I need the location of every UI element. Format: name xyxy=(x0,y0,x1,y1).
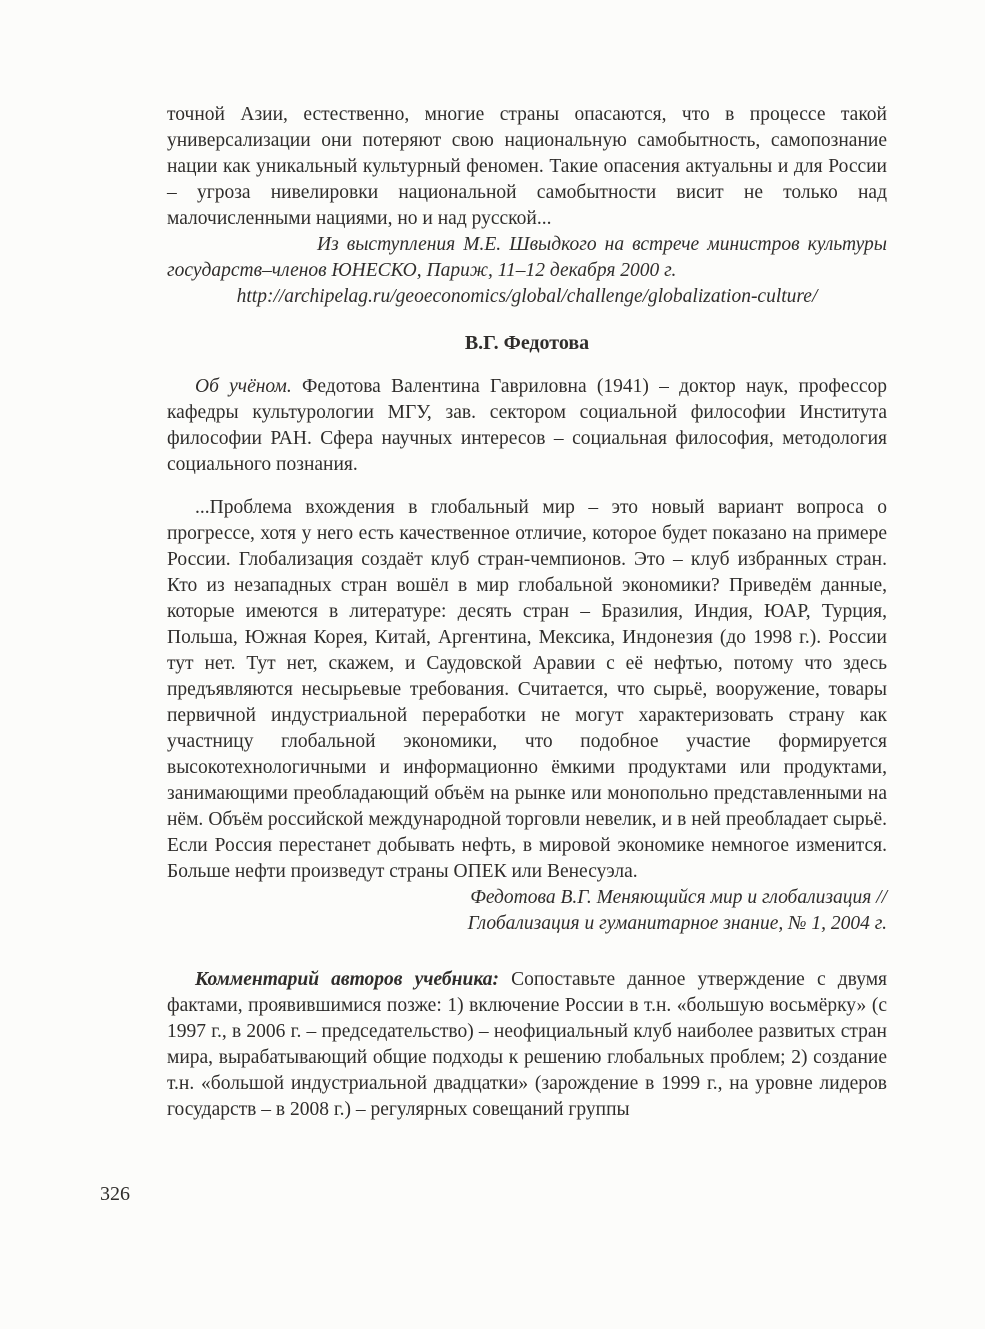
about-label: Об учёном. xyxy=(195,376,292,397)
source-url-text: http://archipelag.ru/geoeconomics/global/challenge/globalization-culture/ xyxy=(236,286,818,307)
comment-label: Комментарий авторов учебника: xyxy=(195,969,499,990)
intro-paragraph: точной Азии, естественно, многие страны опасаются, что в процессе такой универсализации они потеряют свою национальную самобытность, самопознание нации как уникальный культурный феномен. Такие опасения актуальны и для России – угроза нивелировки национальной самобытности висит не только над малочисленными нациями, но и над русской... xyxy=(167,104,887,229)
text-column xyxy=(167,102,887,1123)
citation-line-2: Глобализация и гуманитарное знание, № 1, 2004 г. xyxy=(467,913,887,934)
comment-paragraph xyxy=(167,967,887,1123)
about-paragraph xyxy=(167,374,887,478)
comment-text: Сопоставьте данное утверждение с двумя фактами, проявившимися позже: 1) включение России в т.н. «большую восьмёрку» (с 1997 г., в 2006 г. – председательство) – неофициальный клуб наиболее развитых стран мира, вырабатывающий общие подходы к решению глобальных проблем; 2) создание т.н. «большой индустриальной двадцатки» (зарождение в 1999 г., на уровне лидеров государств – в 2008 г.) – регулярных совещаний группы xyxy=(167,969,888,1120)
source-attribution: Из выступления М.Е. Швыдкого на встрече министров культуры государств–членов ЮНЕСКО, Париж, 11–12 декабря 2000 г. xyxy=(167,234,887,281)
about-text: Федотова Валентина Гавриловна (1941) – доктор наук, профессор кафедры культурологии МГУ, зав. сектором социальной философии Института философии РАН. Сфера научных интересов – социальная философия, методология социального познания. xyxy=(167,376,887,475)
citation-line-1: Федотова В.Г. Меняющийся мир и глобализация // xyxy=(470,887,887,908)
page-number: 326 xyxy=(100,1183,130,1205)
section-heading: В.Г. Федотова xyxy=(464,332,590,354)
main-paragraph: ...Проблема вхождения в глобальный мир – это новый вариант вопроса о прогрессе, хотя у него есть качественное отличие, которое будет показано на примере России. Глобализация создаёт клуб стран-чемпионов. Это – клуб избранных стран. Кто из незападных стран вошёл в мир глобальной экономики? Приведём данные, которые имеются в литературе: десять стран – Бразилия, Индия, ЮАР, Турция, Польша, Южная Корея, Китай, Аргентина, Мексика, Индонезия (до 1998 г.). России тут нет. Тут нет, скажем, и Саудовской Аравии с её нефтью, потому что здесь предъявляются несырьевые требования. Считается, что сырьё, вооружение, товары первичной индустриальной переработки не могут характеризовать страну как участницу глобальной экономики, что подобное участие формируется высокотехнологичными и информационно ёмкими продуктами или продуктами, занимающими преобладающий объём на рынке или монопольно представленными на нём. Объём российской международной торговли невелик, и в ней преобладает сырьё. Если Россия перестанет добывать нефть, в мировой экономике немногое изменится. Больше нефти произведут страны ОПЕК или Венесуэла. xyxy=(167,497,887,882)
